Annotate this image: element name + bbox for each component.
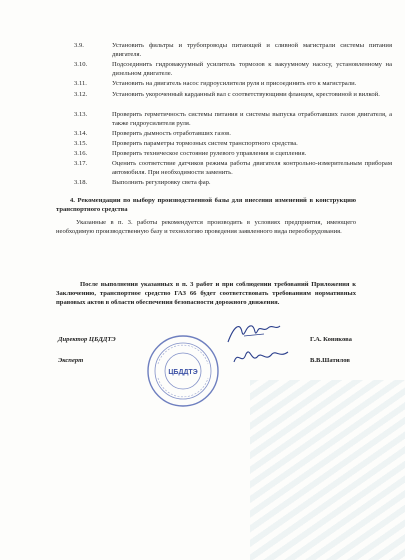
- item-number: 3.13.: [74, 111, 88, 118]
- section-paragraph: Указанные в п. 3. работы рекомендуется производить в условиях предприятия, имеющего необходимую производственную базу и технологию проведения заявленного вида переоборудования.: [56, 219, 356, 235]
- expert-signature: [230, 344, 292, 372]
- item-text: Проверить дымность отработавших газов.: [112, 130, 231, 137]
- item-number: 3.12.: [74, 91, 88, 98]
- expert-name: В.В.Шатилов: [310, 357, 350, 364]
- item-text: Проверить параметры тормозных систем транспортного средства.: [112, 140, 298, 147]
- item-number: 3.14.: [74, 130, 88, 137]
- director-title: Директор ЦБДДТЭ: [58, 336, 116, 343]
- section-heading: 4. Рекомендации по выбору производственной базы для внесения изменений в конструкцию транспортного средства: [56, 197, 356, 213]
- item-text: Оценить соответствие датчиков режима работы двигателя контрольно-измерительным приборам автомобиля. При необходимости заменить.: [112, 160, 392, 176]
- item-number: 3.17.: [74, 160, 88, 167]
- item-number: 3.16.: [74, 150, 88, 157]
- item-text: Проверить герметичность системы питания и системы выпуска отработавших газов двигателя, а также гидроусилителя руля.: [112, 111, 392, 127]
- conclusion-text: После выполнения указанных в п. 3 работ и при соблюдении требований Приложения к Заключению, транспортное средство ГАЗ 66 будет соответствовать требованиям нормативных правовых актов в области обеспечения безопасности дорожного движения.: [56, 281, 356, 306]
- director-name: Г.А. Конякова: [310, 336, 352, 343]
- security-watermark: [250, 380, 405, 560]
- item-number: 3.9.: [74, 42, 84, 49]
- item-number: 3.11.: [74, 80, 87, 87]
- item-text: Установить укороченный карданный вал с соответствующими фланцем, крестовиной и вилкой.: [112, 91, 380, 98]
- item-text: Подсоединить гидровакуумный усилитель тормозов к вакуумному насосу, установленному на дизельном двигателе.: [112, 61, 392, 77]
- item-number: 3.10.: [74, 61, 88, 68]
- stamp-center-text: ЦБДДТЭ: [168, 369, 198, 376]
- expert-title: Эксперт: [58, 357, 84, 364]
- item-text: Установить на двигатель насос гидроусилителя руля и присоединить его к магистрали.: [112, 80, 357, 87]
- item-number: 3.15.: [74, 140, 88, 147]
- official-stamp: [146, 334, 220, 408]
- item-text: Проверить техническое состояние рулевого управления и сцепления.: [112, 150, 307, 157]
- item-text: Выполнить регулировку света фар.: [112, 179, 211, 186]
- item-number: 3.18.: [74, 179, 88, 186]
- item-text: Установить фильтры и трубопроводы питающей и сливной магистрали системы питания двигателя.: [112, 42, 392, 58]
